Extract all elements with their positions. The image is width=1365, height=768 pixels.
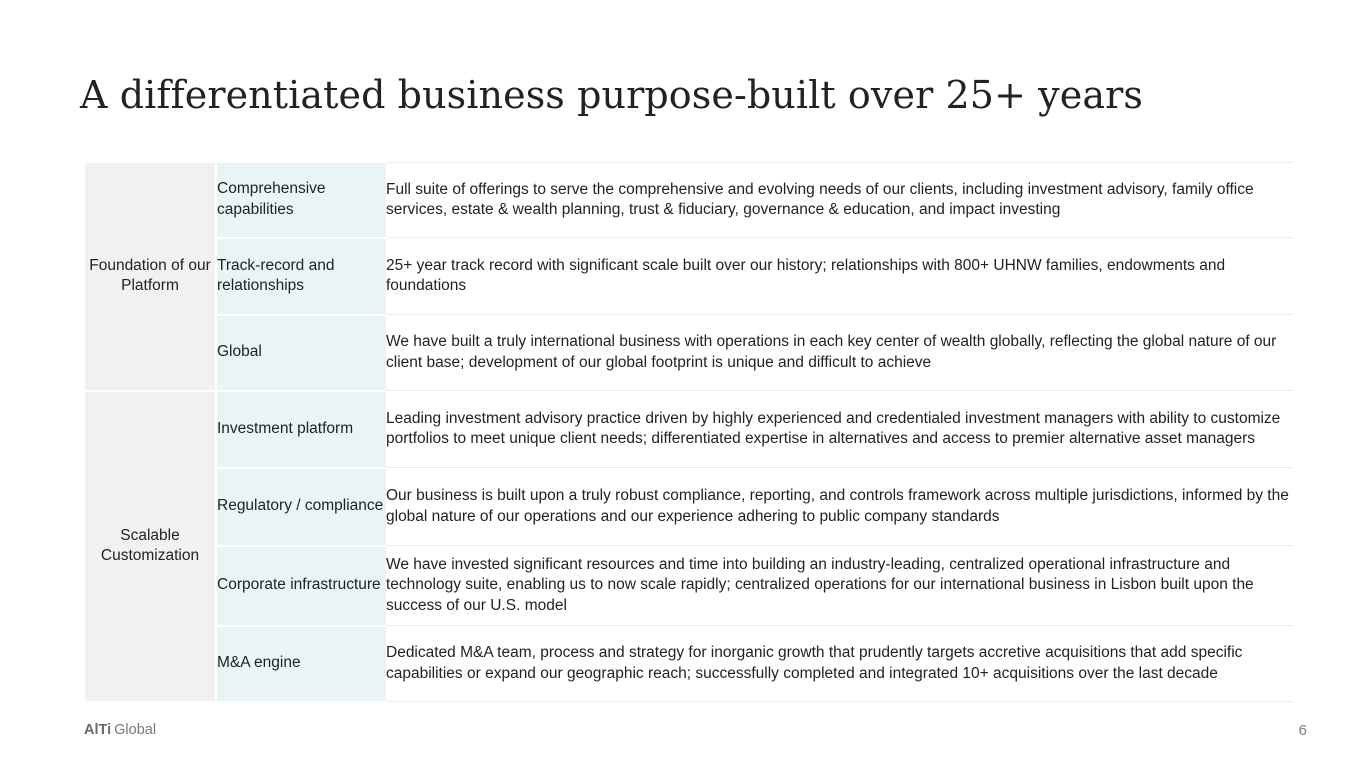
table-row xyxy=(85,163,1293,238)
table-row xyxy=(85,468,1293,546)
group-label-scalable: Scalable Customization xyxy=(85,391,216,702)
category-label: Regulatory / compliance xyxy=(216,468,386,546)
brand-name-rest: Global xyxy=(114,722,157,738)
category-description: We have built a truly international business with operations in each key center of wealth globally, reflecting the global nature of our client base; development of our global footprint is unique and difficult to achieve xyxy=(386,315,1293,391)
slide-title: A differentiated business purpose-built over 25+ years xyxy=(80,73,1143,117)
category-label: Global xyxy=(216,315,386,391)
table-row xyxy=(85,315,1293,391)
category-label: Corporate infrastructure xyxy=(216,546,386,626)
category-description: Our business is built upon a truly robust compliance, reporting, and controls framework across multiple jurisdictions, informed by the global nature of our operations and our experience adhering to public company standards xyxy=(386,468,1293,546)
page-number: 6 xyxy=(1298,722,1307,739)
category-description: We have invested significant resources and time into building an industry-leading, centralized operational infrastructure and technology suite, enabling us to now scale rapidly; centralized operations for our international business in Lisbon built upon the success of our U.S. model xyxy=(386,546,1293,626)
category-description: 25+ year track record with significant scale built over our history; relationships with 800+ UHNW families, endowments and foundations xyxy=(386,238,1293,315)
category-description: Dedicated M&A team, process and strategy for inorganic growth that prudently targets accretive acquisitions that add specific capabilities or expand our geographic reach; successfully completed and integrated 10+ acquisitions over the last decade xyxy=(386,626,1293,702)
group-label-foundation: Foundation of our Platform xyxy=(85,163,216,391)
category-label: Track-record and relationships xyxy=(216,238,386,315)
brand-logo xyxy=(84,722,156,738)
table-row xyxy=(85,546,1293,626)
table-row xyxy=(85,626,1293,702)
brand-name-strong: AlTi xyxy=(84,722,112,738)
table-row xyxy=(85,238,1293,315)
category-description: Leading investment advisory practice driven by highly experienced and credentialed investment managers with ability to customize portfolios to meet unique client needs; differentiated expertise in alternatives and access to premier alternative asset managers xyxy=(386,391,1293,468)
category-description: Full suite of offerings to serve the comprehensive and evolving needs of our clients, including investment advisory, family office services, estate & wealth planning, trust & fiduciary, governance & education, and impact investing xyxy=(386,163,1293,238)
capabilities-table xyxy=(85,162,1293,703)
capabilities-matrix xyxy=(85,162,1293,703)
category-label: M&A engine xyxy=(216,626,386,702)
table-row xyxy=(85,391,1293,468)
category-label: Investment platform xyxy=(216,391,386,468)
category-label: Comprehensive capabilities xyxy=(216,163,386,238)
